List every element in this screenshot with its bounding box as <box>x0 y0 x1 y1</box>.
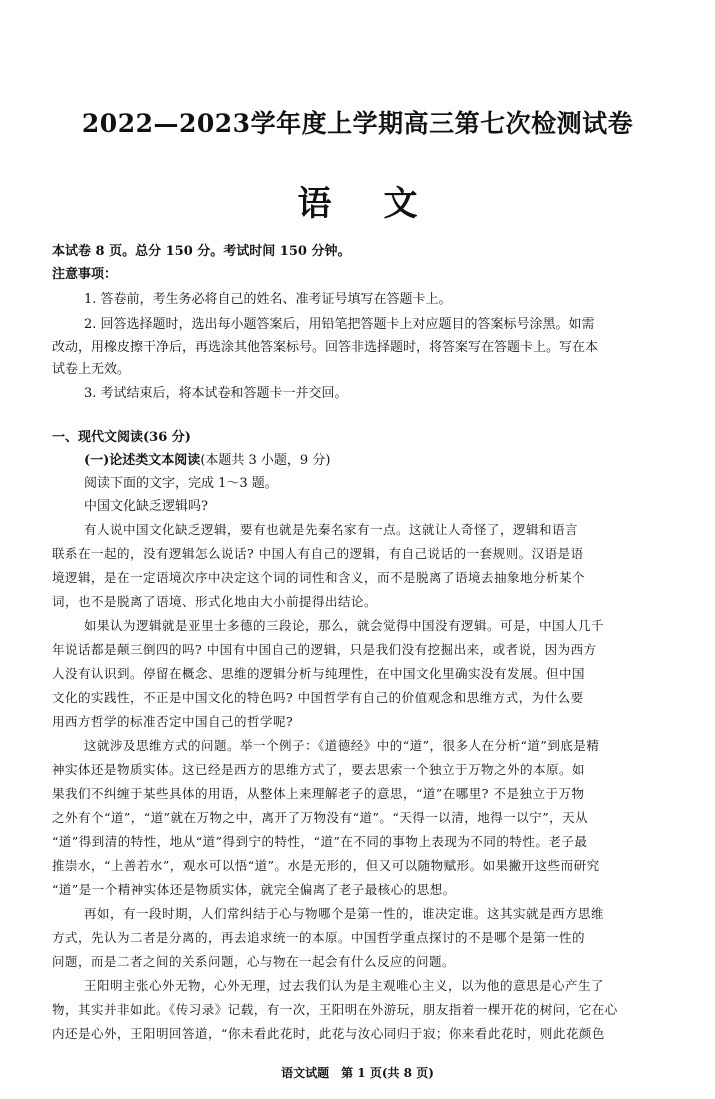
note-2-end: 试卷上无效。 <box>52 362 131 377</box>
section-heading: 一、现代文阅读(36 分) <box>52 430 191 445</box>
essay-line: 如果认为逻辑就是亚里士多德的三段论，那么，就会觉得中国没有逻辑。可是，中国人几千 <box>84 618 605 633</box>
essay-line: 推崇水，“上善若水”，观水可以悟“道”。水是无形的，但又可以随物赋形。如果撇开这些而研究 <box>52 858 600 873</box>
essay-line: 果我们不纠缠于某些具体的用语，从整体上来理解老子的意思，“道”在哪里? 不是独立于万物 <box>52 786 585 801</box>
essay-line: “道”得到清的特性，地从“道”得到宁的特性，“道”在不同的事物上表现为不同的特性。老子最 <box>52 834 588 849</box>
note-2-cont: 改动，用橡皮擦干净后，再选涂其他答案标号。回答非选择题时，将答案写在答题卡上。写在本 <box>52 340 599 355</box>
essay-line: 人没有认识到。停留在概念、思维的逻辑分析与纯理性，在中国文化里确实没有发展。但中国 <box>52 666 586 681</box>
essay-line: 文化的实践性，不正是中国文化的特色吗? 中国哲学有自己的价值观念和思维方式，为什么要 <box>52 690 584 705</box>
sub-heading <box>84 451 672 471</box>
sub-heading-rest: (本题共 3 小题，9 分) <box>200 453 331 468</box>
exam-info: 本试卷 8 页。总分 150 分。考试时间 150 分钟。 <box>52 244 351 259</box>
essay-line: 境逻辑，是在一定语境次序中决定这个词的词性和含义，而不是脱离了语境去抽象地分析某个 <box>52 570 586 585</box>
exam-title: 2022—2023学年度上学期高三第七次检测试卷 <box>81 109 634 138</box>
essay-line: 联系在一起的，没有逻辑怎么说话? 中国人有自己的逻辑，有自己说话的一套规则。汉语是语 <box>52 546 584 561</box>
sub-heading-bold: (一)论述类文本阅读 <box>84 453 201 468</box>
footer-page-number: 第 1 页(共 8 页) <box>341 1066 434 1080</box>
footer-subject: 语文试题 <box>281 1066 330 1080</box>
essay-line: 年说话都是颠三倒四的吗? 中国有中国自己的逻辑，只是我们没有挖掘出来，或者说，因为西方 <box>52 642 597 657</box>
note-2: 2. 回答选择题时，选出每小题答案后，用铅笔把答题卡上对应题目的答案标号涂黑。如需 <box>84 317 595 332</box>
essay-line: 这就涉及思维方式的问题。举一个例子：《道德经》中的“道”，很多人在分析“道”到底是精 <box>84 738 600 753</box>
essay-line: “道”是一个精神实体还是物质实体，就完全偏离了老子最核心的思想。 <box>52 882 456 897</box>
essay-line: 有人说中国文化缺乏逻辑，要有也就是先秦名家有一点。这就让人奇怪了，逻辑和语言 <box>84 522 579 537</box>
note-3: 3. 考试结束后，将本试卷和答题卡一并交回。 <box>84 386 348 401</box>
essay-line: 问题，而是二者之间的关系问题，心与物在一起会有什么反应的问题。 <box>52 954 456 969</box>
subject-title: 语文 <box>297 184 470 224</box>
essay-line: 王阳明主张心外无物，心外无理，过去我们认为是主观唯心主义，以为他的意思是心产生了 <box>84 978 605 993</box>
essay-line: 再如，有一段时期，人们常纠结于心与物哪个是第一性的，谁决定谁。这其实就是西方思维 <box>84 906 605 921</box>
essay-line: 神实体还是物质实体。这已经是西方的思维方式了，要去思索一个独立于万物之外的本原。如 <box>52 762 586 777</box>
instruction: 阅读下面的文字，完成 1～3 题。 <box>84 476 278 491</box>
essay-line: 之外有个“道”，“道”就在万物之中，离开了万物没有“道”。“天得一以清，地得一以宁”，天从 <box>52 810 589 825</box>
essay-line: 内还是心外，王阳明回答道，“你未看此花时，此花与汝心同归于寂；你来看此花时，则此花颜色 <box>52 1026 605 1041</box>
essay-line: 词，也不是脱离了语境、形式化地由大小前提得出结论。 <box>52 594 378 609</box>
essay-line: 物，其实并非如此。《传习录》记载，有一次，王阳明在外游玩，朋友指着一棵开花的树问，它在心 <box>52 1002 618 1017</box>
essay-title: 中国文化缺乏逻辑吗? <box>84 499 208 514</box>
essay-line: 用西方哲学的标准否定中国自己的哲学呢? <box>52 714 294 729</box>
notes-heading: 注意事项： <box>52 267 118 282</box>
essay-line: 方式，先认为二者是分离的，再去追求统一的本原。中国哲学重点探讨的不是哪个是第一性的 <box>52 930 586 945</box>
page-footer <box>0 1064 715 1081</box>
note-1: 1. 答卷前，考生务必将自己的姓名、准考证号填写在答题卡上。 <box>84 292 452 307</box>
